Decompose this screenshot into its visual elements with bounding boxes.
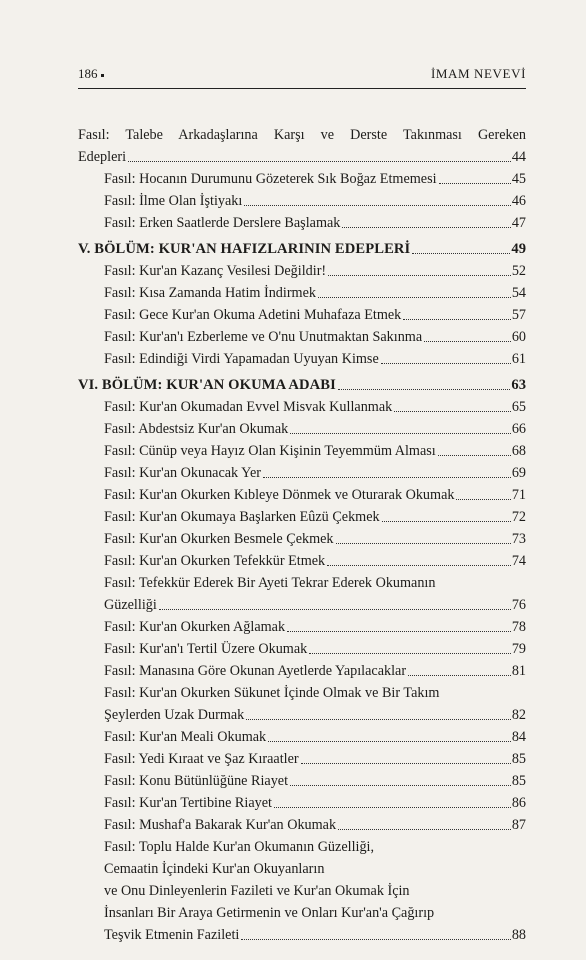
toc-entry [78,438,526,460]
dot-leader [327,564,511,566]
toc-entry [78,258,526,280]
toc-entry [78,790,526,812]
toc-entry [78,346,526,368]
entry-title: Fasıl: Edindiği Virdi Yapamadan Uyuyan Kimse [104,351,379,367]
entry-page-number: 78 [511,619,526,635]
toc-entry [78,900,526,922]
entry-page-number: 57 [511,307,526,323]
entry-page-number: 65 [511,399,526,415]
dot-leader [394,410,511,412]
entry-page-number: 60 [511,329,526,345]
entry-page-number: 81 [511,663,526,679]
dot-leader [381,362,511,364]
dot-leader [274,806,511,808]
dot-leader [159,608,511,610]
entry-title: Fasıl: Manasına Göre Okunan Ayetlerde Yapılacaklar [104,663,407,679]
entry-page-number: 66 [511,421,526,437]
toc-chapter [78,368,526,394]
toc-entry [78,302,526,324]
dot-leader [301,762,511,764]
toc-entry [78,658,526,680]
entry-page-number: 44 [511,149,526,165]
dot-leader [318,296,511,298]
dot-leader [403,318,511,320]
entry-title: Fasıl: Hocanın Durumunu Gözeterek Sık Boğaz Etmemesi [104,171,437,187]
entry-page-number: 85 [511,751,526,767]
entry-title: İnsanları Bir Araya Getirmenin ve Onları Kur'an'a Çağırıp [104,905,435,921]
entry-title: Fasıl: Kur'an Kazanç Vesilesi Değildir! [104,263,327,279]
entry-page-number: 68 [511,443,526,459]
entry-title: Fasıl: Kur'an Okurken Sükunet İçinde Olmak ve Bir Takım [104,685,440,701]
toc-entry [78,504,526,526]
entry-title: Fasıl: Kur'an Tertibine Riayet [104,795,272,811]
entry-page-number: 69 [511,465,526,481]
toc-entry [78,188,526,210]
entry-page-number: 49 [511,241,526,257]
toc-entry [78,922,526,944]
toc-entry [78,746,526,768]
dot-leader [439,182,511,184]
entry-page-number: 88 [511,927,526,943]
entry-title: Fasıl: Talebe Arkadaşlarına Karşı ve Derste Takınması Gereken [78,127,526,143]
entry-title: Fasıl: Kur'an'ı Ezberleme ve O'nu Unutmaktan Sakınma [104,329,423,345]
entry-title: Fasıl: Kur'an Okurken Kıbleye Dönmek ve Oturarak Okumak [104,487,455,503]
toc-entry [78,680,526,702]
entry-page-number: 61 [511,351,526,367]
entry-title: Cemaatin İçindeki Kur'an Okuyanların [104,861,325,877]
entry-title: Fasıl: Yedi Kıraat ve Şaz Kıraatler [104,751,299,767]
toc-entry [78,614,526,636]
entry-title: Fasıl: Kur'an Okunacak Yer [104,465,262,481]
entry-title: Fasıl: Kur'an Okurken Tefekkür Etmek [104,553,326,569]
dot-leader [424,340,511,342]
entry-page-number: 87 [511,817,526,833]
chapter-title: V. BÖLÜM: KUR'AN HAFIZLARININ EDEPLERİ [78,241,411,257]
toc-entry [78,636,526,658]
entry-page-number: 54 [511,285,526,301]
entry-title: Fasıl: Kısa Zamanda Hatim İndirmek [104,285,316,301]
entry-page-number: 79 [511,641,526,657]
entry-title: Fasıl: Abdestsiz Kur'an Okumak [104,421,289,437]
bullet-icon [101,74,104,77]
entry-page-number: 72 [511,509,526,525]
entry-title: Fasıl: Mushaf'a Bakarak Kur'an Okumak [104,817,337,833]
toc-entry [78,166,526,188]
entry-page-number: 76 [511,597,526,613]
dot-leader [438,454,511,456]
entry-title: Fasıl: Erken Saatlerde Derslere Başlamak [104,215,341,231]
dot-leader [328,274,511,276]
entry-title: Fasıl: Cünüp veya Hayız Olan Kişinin Teyemmüm Alması [104,443,436,459]
dot-leader [268,740,511,742]
toc-entry [78,856,526,878]
dot-leader [287,630,511,632]
entry-title: ve Onu Dinleyenlerin Fazileti ve Kur'an Okumak İçin [104,883,410,899]
dot-leader [336,542,511,544]
entry-page-number: 82 [511,707,526,723]
dot-leader [338,388,511,390]
dot-leader [244,204,511,206]
entry-page-number: 73 [511,531,526,547]
toc-entry [78,570,526,592]
entry-title: Fasıl: Kur'an Okurken Besmele Çekmek [104,531,334,547]
dot-leader [408,674,511,676]
entry-title: Edepleri [78,149,127,165]
entry-title: Fasıl: Gece Kur'an Okuma Adetini Muhafaza Etmek [104,307,402,323]
toc-entry [78,526,526,548]
dot-leader [241,938,510,940]
dot-leader [342,226,510,228]
entry-title: Fasıl: Kur'an Okumaya Başlarken Eûzü Çekmek [104,509,380,525]
toc-entry [78,702,526,724]
entry-page-number: 74 [511,553,526,569]
entry-page-number: 45 [511,171,526,187]
toc-entry [78,210,526,232]
entry-title: Fasıl: Kur'an'ı Tertil Üzere Okumak [104,641,308,657]
toc-entry [78,144,526,166]
entry-title: Fasıl: Kur'an Okurken Ağlamak [104,619,286,635]
toc-entry [78,280,526,302]
table-of-contents [78,122,526,944]
entry-title: Fasıl: İlme Olan İştiyakı [104,193,243,209]
entry-title: Fasıl: Tefekkür Ederek Bir Ayeti Tekrar Ederek Okumanın [104,575,436,591]
dot-leader [382,520,511,522]
chapter-title: VI. BÖLÜM: KUR'AN OKUMA ADABI [78,377,336,393]
toc-entry [78,416,526,438]
toc-entry [78,324,526,346]
toc-entry [78,460,526,482]
entry-title: Şeylerden Uzak Durmak [104,707,245,723]
dot-leader [246,718,511,720]
entry-title: Fasıl: Konu Bütünlüğüne Riayet [104,773,289,789]
toc-entry [78,878,526,900]
toc-entry [78,812,526,834]
entry-page-number: 71 [511,487,526,503]
toc-entry [78,482,526,504]
toc-entry [78,548,526,570]
header-rule [78,88,526,89]
toc-entry [78,122,526,144]
dot-leader [412,252,510,254]
dot-leader [290,432,511,434]
entry-title: Güzelliği [104,597,157,613]
dot-leader [128,160,511,162]
entry-title: Fasıl: Toplu Halde Kur'an Okumanın Güzelliği, [104,839,375,855]
dot-leader [309,652,511,654]
toc-entry [78,724,526,746]
dot-leader [290,784,511,786]
entry-page-number: 63 [511,377,526,393]
entry-page-number: 86 [511,795,526,811]
page-header [78,64,526,86]
toc-entry [78,592,526,614]
dot-leader [263,476,511,478]
entry-page-number: 85 [511,773,526,789]
toc-entry [78,834,526,856]
dot-leader [456,498,510,500]
dot-leader [338,828,511,830]
entry-title: Fasıl: Kur'an Okumadan Evvel Misvak Kullanmak [104,399,393,415]
toc-chapter [78,232,526,258]
toc-entry [78,768,526,790]
running-title: İMAM NEVEVİ [430,66,526,81]
entry-page-number: 52 [511,263,526,279]
entry-title: Fasıl: Kur'an Meali Okumak [104,729,267,745]
entry-page-number: 47 [511,215,526,231]
toc-entry [78,394,526,416]
page-number [78,66,104,82]
entry-page-number: 84 [511,729,526,745]
entry-page-number: 46 [511,193,526,209]
page-number-text: 186 [78,66,98,81]
entry-title: Teşvik Etmenin Fazileti [104,927,240,943]
